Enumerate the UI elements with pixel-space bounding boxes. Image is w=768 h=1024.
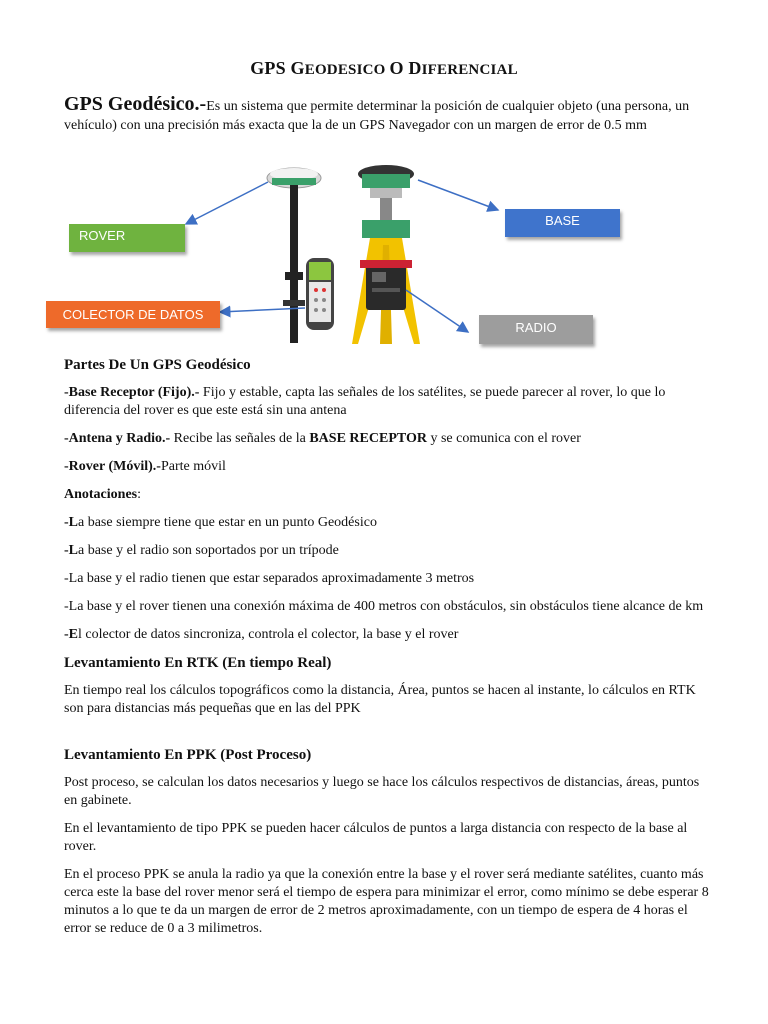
base-antenna [358,165,414,238]
base-label: BASE [505,209,620,237]
antena-paragraph: -Antena y Radio.- Recibe las señales de la BASE RECEPTOR y se comunica con el rover [64,431,581,446]
note-5: -El colector de datos sincroniza, controla el colector, la base y el rover [64,627,459,642]
anotaciones-heading: Anotaciones: [64,487,142,502]
rover-label: ROVER [69,224,185,252]
data-collector-device [306,258,334,330]
ppk-paragraph-2: En el levantamiento de tipo PPK se pueden hacer cálculos de puntos a larga distancia con respecto de la base al rover. [64,821,688,854]
colector-label: COLECTOR DE DATOS [46,301,220,328]
rtk-heading: Levantamiento En RTK (En tiempo Real) [64,655,332,671]
base-arrow [418,180,498,210]
radio-label: RADIO [479,315,593,344]
radio-unit [360,260,412,310]
intro-text: Es un sistema que permite determinar la posición de cualquier objeto (una persona, un vehículo) con una precisión más exacta que la de un GPS Navegador con un margen de error de 0.5 mm [64,99,690,133]
spacer [64,728,714,746]
base-receptor-paragraph: -Base Receptor (Fijo).- Fijo y estable, capta las señales de los satélites, se puede parecer al rover, lo que lo diferencia del rover es que este está sin una antena [64,385,666,418]
note-3: -La base y el radio tienen que estar separados aproximadamente 3 metros [64,571,475,586]
ppk-paragraph-1: Post proceso, se calculan los datos necesarios y luego se hace los cálculos respectivos de distancias, áreas, puntos en gabinete. [64,775,700,808]
rover-paragraph: -Rover (Móvil).-Parte móvil [64,459,226,474]
note-2: -La base y el radio son soportados por un trípode [64,543,339,558]
note-4: -La base y el rover tienen una conexión máxima de 400 metros con obstáculos, sin obstáculos tiene alcance de km [64,599,704,614]
page-title: GPS GEODESICO O DIFERENCIAL [250,58,518,78]
ppk-heading: Levantamiento En PPK (Post Proceso) [64,747,312,763]
intro-term: GPS Geodésico.- [64,93,207,115]
ppk-paragraph-3: En el proceso PPK se anula la radio ya que la conexión entre la base y el rover será mediante satélites, cuanto más cerca este la base del rover menor será el tiempo de espera para minimizar el error, como mínimo se debe esperar 8 minutos a lo que te da un margen de error de 2 metros aproximadamente, con un tiempo de espera de 4 horas el error se reduce de 0 a 3 milimetros. [64,867,709,936]
note-1: -La base siempre tiene que estar en un punto Geodésico [64,515,377,530]
document-body [64,356,714,948]
rover-arrow [186,182,268,224]
intro-paragraph [64,95,714,135]
gps-equipment-figure [0,160,768,350]
partes-heading: Partes De Un GPS Geodésico [64,357,251,373]
rtk-paragraph: En tiempo real los cálculos topográficos como la distancia, Área, puntos se hacen al instante, lo cálculos en RTK son para distancias más pequeñas que en las del PPK [64,683,696,716]
